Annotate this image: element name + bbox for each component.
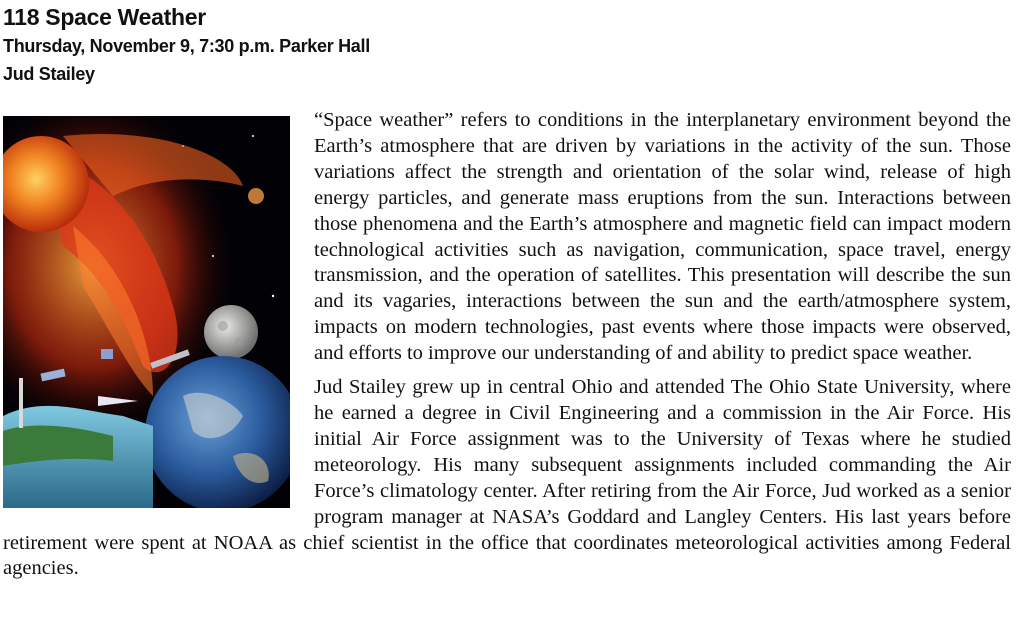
event-header xyxy=(3,2,370,88)
event-date-location: Thursday, November 9, 7:30 p.m. Parker Hall xyxy=(3,36,370,56)
speaker-name: Jud Stailey xyxy=(3,64,95,84)
event-description: “Space weather” refers to conditions in the interplanetary environment beyond the Earth’s atmosphere that are driven by variations in the activity of the sun. Those variations affect the strength and orientation of the solar wind, release of high energy particles, and generate mass eruptions from the sun. Interactions between those phenomena and the Earth’s atmosphere and magnetic field can impact modern technological activities such as navigation, communication, space travel, energy transmission, and the operation of satellites. This presentation will describe the sun and its vagaries, interactions between the sun and the earth/atmosphere system, impacts on modern technologies, past events where those impacts were observed, and efforts to improve our understanding of and ability to predict space weather. xyxy=(314,109,1011,365)
speaker-bio: Jud Stailey grew up in central Ohio and attended The Ohio State University, where he earned a degree in Civil Engineering and a commission in the Air Force. His initial Air Force assignment was to the University of Texas where he studied meteorology. His many subsequent assignments included commanding the Air Force’s climatology center. After retiring from the Air Force, Jud worked as a senior program manager at NASA’s Goddard and Langley Centers. His last years before retirement were spent at NOAA as chief scientist in the office that coordinates meteorological activities among Federal agencies. xyxy=(3,376,1011,580)
space-weather-illustration-icon xyxy=(3,116,290,508)
article-body xyxy=(3,108,1011,582)
event-title: 118 Space Weather xyxy=(3,4,206,30)
